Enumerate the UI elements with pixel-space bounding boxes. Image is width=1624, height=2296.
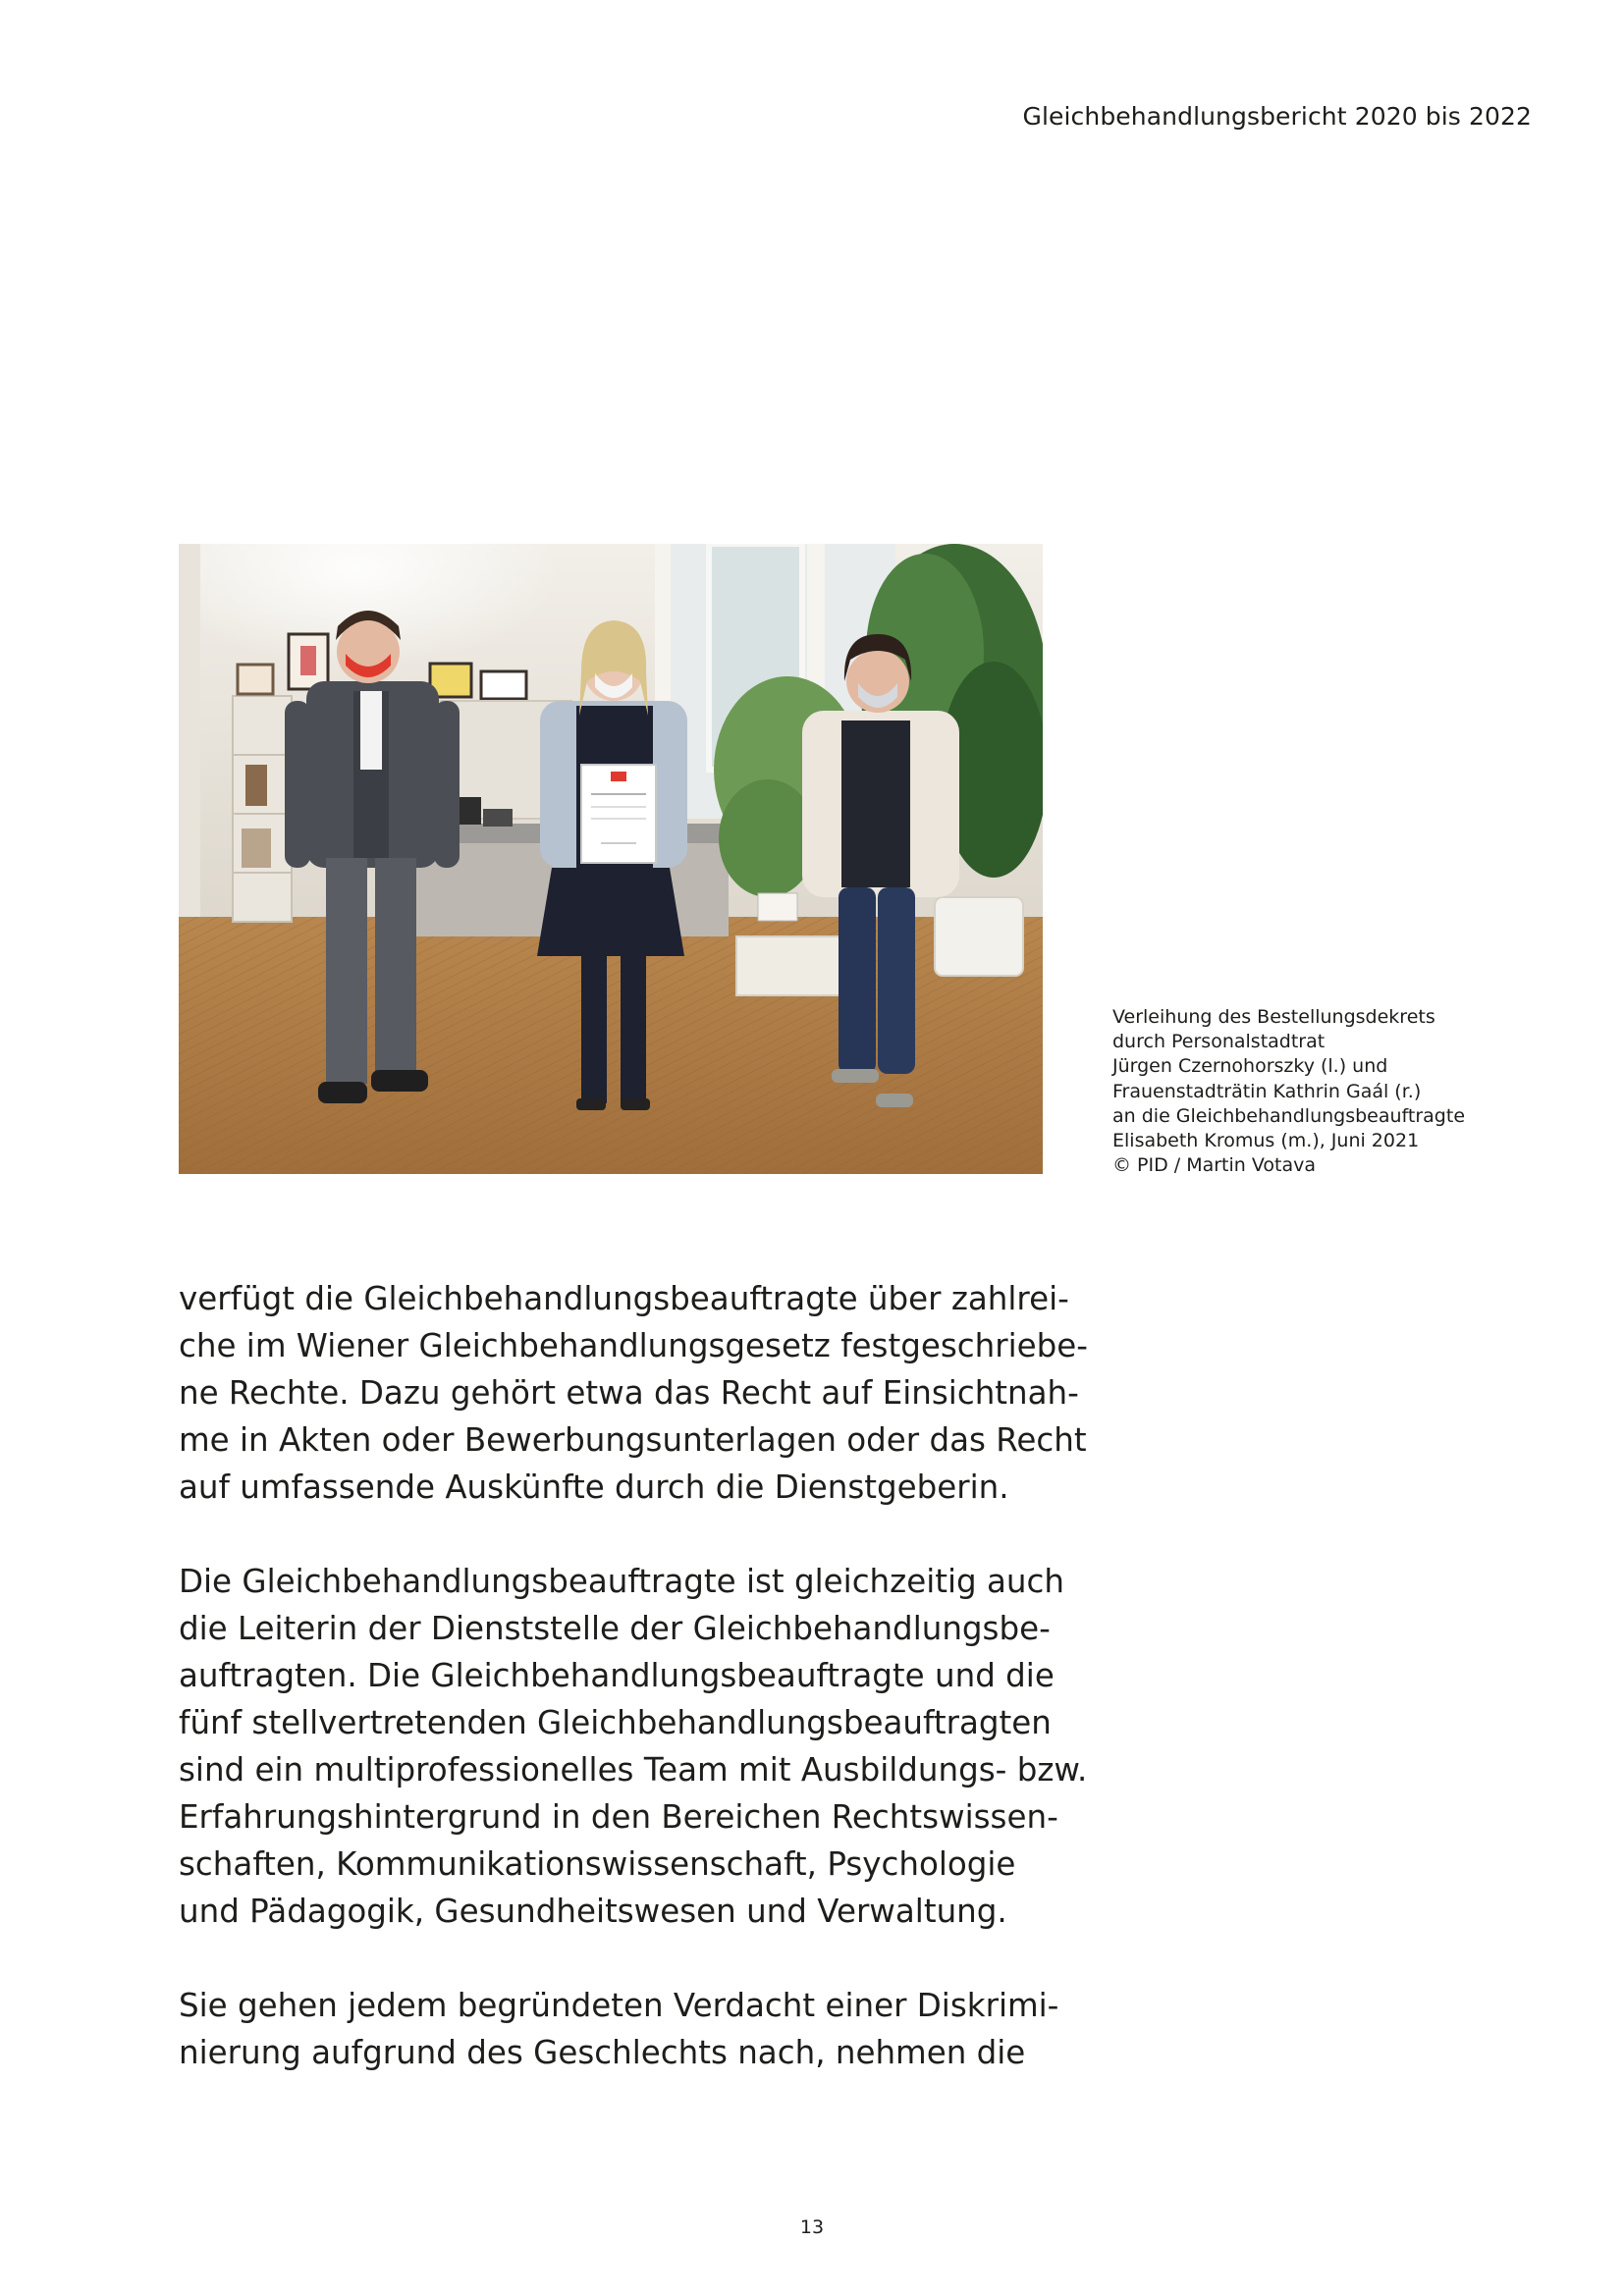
text-line: fünf stellvertretenden Gleichbehandlungsbeauftragten (179, 1704, 1052, 1741)
caption-line: an die Gleichbehandlungsbeauftragte (1112, 1104, 1466, 1127)
caption-line: durch Personalstadtrat (1112, 1031, 1326, 1053)
photo-caption (1112, 1005, 1525, 1178)
paragraph-1 (179, 1275, 1088, 1511)
text-line: sind ein multiprofessionelles Team mit Ausbildungs- bzw. (179, 1751, 1088, 1789)
body-text (179, 1275, 1088, 2123)
caption-line: Frauenstadträtin Kathrin Gaál (r.) (1112, 1080, 1422, 1102)
paragraph-2 (179, 1558, 1088, 1935)
text-line: auftragten. Die Gleichbehandlungsbeauftragte und die (179, 1657, 1055, 1694)
text-line: nierung aufgrund des Geschlechts nach, nehmen die (179, 2034, 1026, 2071)
text-line: ne Rechte. Dazu gehört etwa das Recht auf Einsichtnah- (179, 1374, 1079, 1412)
text-line: schaften, Kommunikationswissenschaft, Psychologie (179, 1845, 1016, 1883)
award-ceremony-photo (179, 544, 1043, 1174)
page-number: 13 (799, 2216, 825, 2238)
text-line: Die Gleichbehandlungsbeauftragte ist gleichzeitig auch (179, 1563, 1064, 1600)
text-line: Erfahrungshintergrund in den Bereichen Rechtswissen- (179, 1798, 1058, 1836)
text-line: auf umfassende Auskünfte durch die Dienstgeberin. (179, 1468, 1009, 1506)
text-line: die Leiterin der Dienststelle der Gleichbehandlungsbe- (179, 1610, 1051, 1647)
caption-line: Jürgen Czernohorszky (l.) und (1112, 1055, 1388, 1078)
caption-line: Elisabeth Kromus (m.), Juni 2021 (1112, 1130, 1420, 1152)
running-header-title: Gleichbehandlungsbericht 2020 bis 2022 (1022, 102, 1532, 131)
caption-line: Verleihung des Bestellungsdekrets (1112, 1006, 1435, 1028)
text-line: verfügt die Gleichbehandlungsbeauftragte über zahlrei- (179, 1280, 1069, 1317)
text-line: und Pädagogik, Gesundheitswesen und Verwaltung. (179, 1893, 1007, 1930)
paragraph-3 (179, 1982, 1062, 2076)
text-line: Sie gehen jedem begründeten Verdacht einer Diskrimi- (179, 1987, 1059, 2024)
text-line: me in Akten oder Bewerbungsunterlagen oder das Recht (179, 1421, 1087, 1459)
text-line: che im Wiener Gleichbehandlungsgesetz festgeschriebe- (179, 1327, 1088, 1364)
photo-credit: © PID / Martin Votava (1112, 1154, 1316, 1177)
